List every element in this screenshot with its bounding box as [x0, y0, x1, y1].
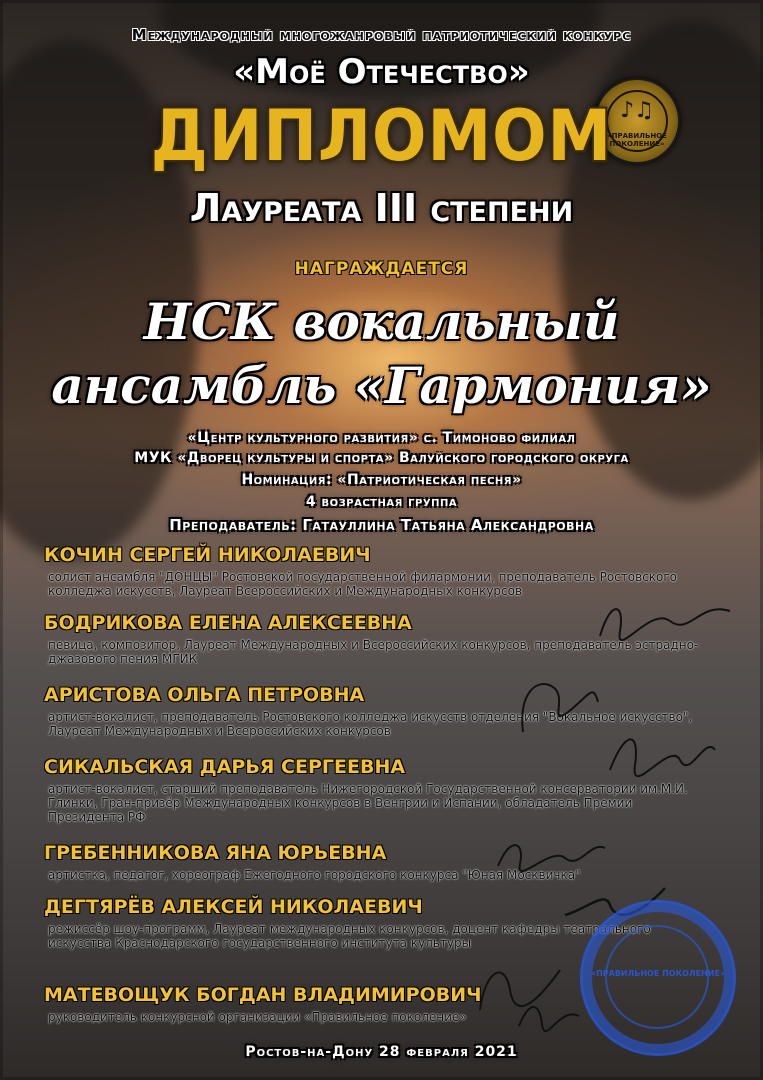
degree-heading: Лауреата III степени — [189, 186, 574, 230]
teacher: Преподаватель: Гатауллина Татьяна Александровна — [169, 516, 594, 534]
jury-member — [44, 544, 704, 598]
age-group: 4 возрастная группа — [305, 494, 458, 510]
jury-member-name: ГРЕБЕННИКОВА ЯНА ЮРЬЕВНА — [44, 842, 387, 864]
jury-member-description: артист-вокалист, преподаватель Ростовского колледжа искусств отделения "Вокальное искусство", Лауреат Международных и Всероссийских конкурсов — [48, 710, 693, 738]
logo-caption: «ПРАВИЛЬНОЕ ПОКОЛЕНИЕ» — [607, 132, 667, 148]
jury-member-description: певица, композитор, Лауреат Международных и Всероссийских конкурсов, преподаватель эстрадно-джазового пения МГИК — [48, 638, 699, 666]
signature-4 — [490, 826, 610, 876]
music-notes-icon: ♪♫ — [620, 98, 654, 123]
jury-member-name: АРИСТОВА ОЛЬГА ПЕТРОВНА — [44, 684, 365, 706]
organization-seal — [580, 900, 736, 1056]
contest-title: «Моё Отечество» — [233, 52, 530, 92]
jury-member-name: ДЕГТЯРЁВ АЛЕКСЕЙ НИКОЛАЕВИЧ — [44, 896, 423, 918]
jury-member-name: БОДРИКОВА ЕЛЕНА АЛЕКСЕЕВНА — [44, 612, 412, 634]
recipient-name-line1: НСК вокальный — [143, 292, 620, 351]
signature-1 — [590, 596, 740, 646]
jury-member-name: МАТЕВОЩУК БОГДАН ВЛАДИМИРОВИЧ — [44, 984, 482, 1006]
nomination: Номинация: «Патриотическая песня» — [241, 472, 522, 488]
jury-member-name: СИКАЛЬСКАЯ ДАРЬЯ СЕРГЕЕВНА — [44, 756, 406, 778]
signature-7 — [514, 996, 584, 1036]
recipient-name-line2: ансамбль «Гармония» — [51, 356, 712, 415]
jury-member-description: режиссёр шоу-программ, Лауреат международных конкурсов, доцент кафедры театрального искусства Краснодарского государственного института культуры — [48, 922, 651, 950]
jury-member-description: руководитель конкурсной организации «Правильное поколение» — [48, 1010, 467, 1024]
organization-line2: МУК «Дворец культуры и спорта» Валуйского городского округа — [134, 450, 629, 466]
signature-2 — [508, 672, 608, 742]
document-type-heading: ДИПЛОМОМ — [150, 96, 613, 178]
organization-line1: «Центр культурного развития» с. Тимоново филиал — [187, 430, 576, 446]
jury-member-description: артист-вокалист, старший преподаватель Нижегородской Государственной консерватории им.М.И. Глинки, Гран-призёр Международных конкурсов в Венгрии и Испании, обладатель Премии Президента РФ — [48, 782, 688, 824]
jury-member-description: артистка, педагог, хореограф Ежегодного городского конкурса "Юная Москвичка" — [48, 868, 581, 882]
jury-member-description: солист ансамбля "ДОНЦЫ" Ростовской государственной филармонии, преподаватель Ростовского колледжа искусств, Лауреат Всероссийских и Международных конкурсов — [48, 570, 678, 598]
contest-line: Международный многожанровый патриотический конкурс — [131, 26, 632, 44]
seal-caption: «ПРАВИЛЬНОЕ ПОКОЛЕНИЕ» — [590, 969, 726, 978]
place-and-date: Ростов-на-Дону 28 февраля 2021 — [245, 1044, 518, 1060]
awarded-label: награждается — [294, 252, 469, 280]
jury-member-name: КОЧИН СЕРГЕЙ НИКОЛАЕВИЧ — [44, 544, 371, 566]
signature-3 — [600, 720, 720, 790]
